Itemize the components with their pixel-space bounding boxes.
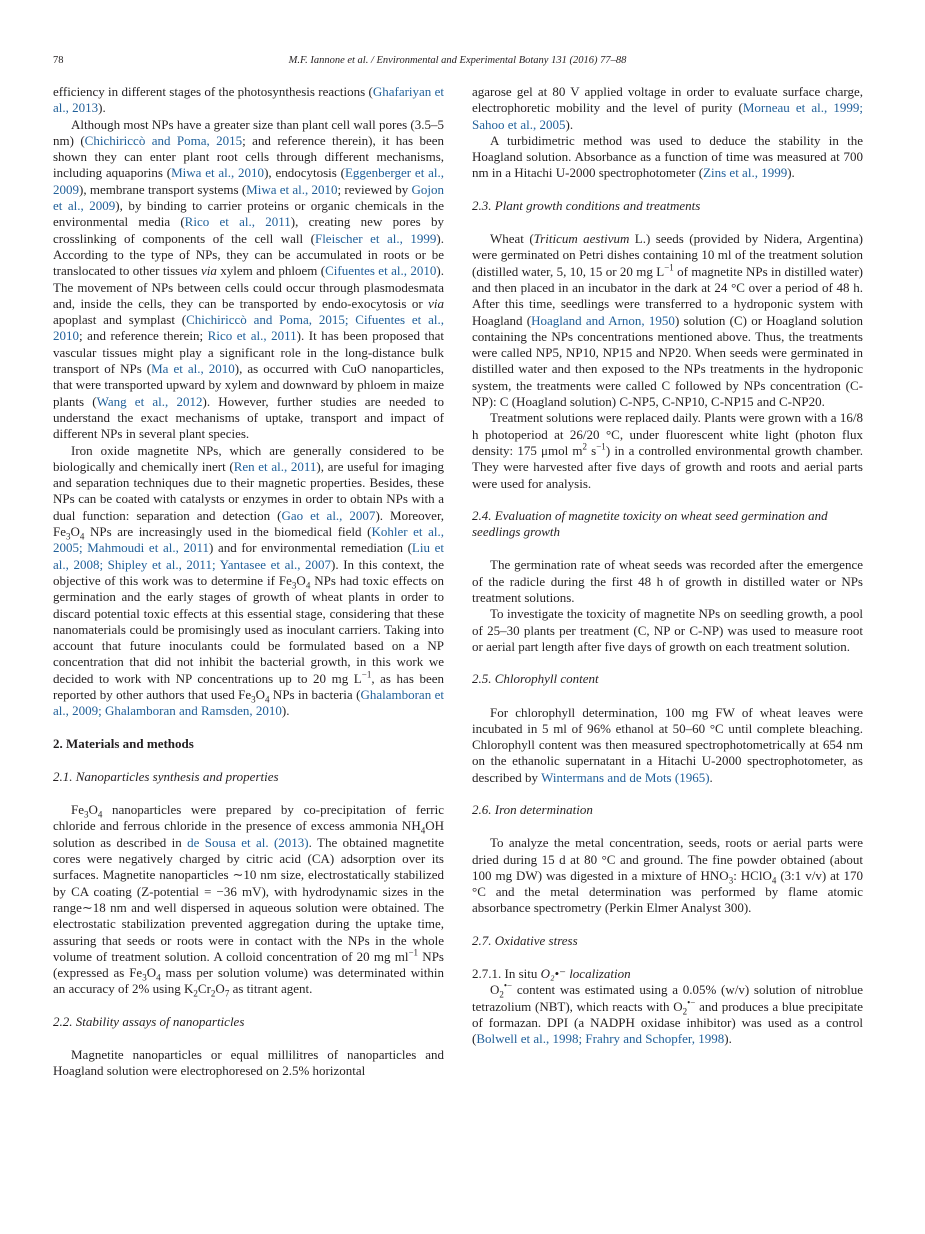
text-run: Magnetite nanoparticles or equal millilitres of nanoparticles and Hoagland solution were electrophoresed on 2.5% horizontal bbox=[53, 1047, 444, 1079]
paragraph bbox=[472, 705, 863, 786]
text-run: ), creating new pores by crosslinking of components of the cell wall ( bbox=[53, 214, 444, 246]
running-header bbox=[53, 55, 862, 71]
subsection-heading: 2.1. Nanoparticles synthesis and properties bbox=[53, 768, 279, 784]
subsection-heading: 2.4. Evaluation of magnetite toxicity on wheat seed germination and seedlings growth bbox=[472, 507, 828, 540]
citation-link[interactable]: Zins et al., 1999 bbox=[703, 165, 788, 181]
citation-link[interactable]: Morneau et al., 1999; Sahoo et al., 2005 bbox=[472, 100, 863, 132]
subsubsection-heading bbox=[472, 966, 863, 982]
text-run: 2 bbox=[682, 1006, 688, 1017]
text-run: . The obtained magnetite cores were negatively charged by citric acid (CA) adsorption over its surfaces. Magnetite nanoparticles ∼10 nm size, electrostatically stabilized by CA coating (Z-potential = −36 mV), with hydrodynamic sizes in the range∼18 nm and well dispersed in aqueous solution were obtained. The electrostatic stabilization prevented aggregation during the uptake time, assuring that seeds or roots were in contact with the NPs in the whole volume of treatment solution. A colloid concentration of 20 mg ml bbox=[53, 834, 444, 964]
text-run: agarose gel at 80 V applied voltage in order to evaluate surface charge, electrophoretic mobility and the level of purity ( bbox=[472, 84, 863, 116]
subsection-heading: 2.3. Plant growth conditions and treatments bbox=[472, 197, 701, 213]
text-run: nanoparticles were prepared by co-precipitation of ferric chloride and ferrous chloride in the presence of excess ammonia NH bbox=[53, 802, 444, 834]
text-run: ; reviewed by bbox=[337, 181, 412, 197]
citation-link[interactable]: Hoagland and Arnon, 1950 bbox=[531, 312, 675, 328]
paragraph bbox=[472, 606, 863, 655]
text-run: ). The movement of NPs between cells could occur through plasmodesmata and, inside the cells, they can be transported by endo-exocytosis or bbox=[53, 263, 444, 311]
right-column bbox=[472, 84, 863, 1048]
text-run: : HClO bbox=[733, 867, 772, 883]
paragraph bbox=[53, 117, 444, 443]
text-run: O bbox=[70, 524, 80, 540]
text-run: −1 bbox=[664, 262, 674, 273]
text-run: Treatment solutions were replaced daily. Plants were grown with a 16/8 h photoperiod at 26/20 °C, under fluorescent white light (photon flux density: 175 μmol m bbox=[472, 410, 863, 458]
text-run: L.) seeds (provided by Nidera, Argentina) were germinated on Petri dishes containing 10 ml of the treatment solution (distilled water, 5, 10, 15 or 20 mg L bbox=[472, 231, 863, 279]
citation-link[interactable]: Miwa et al., 2010 bbox=[171, 165, 265, 181]
text-run: ). It has been proposed that vascular tissues might play a significant role in the long-distance bulk transport of NPs ( bbox=[53, 328, 444, 377]
text-run: Cr bbox=[197, 981, 211, 997]
text-run: via bbox=[428, 295, 444, 311]
text-run: For chlorophyll determination, 100 mg FW of wheat leaves were incubated in 5 ml of 96% ethanol at 50–60 °C until complete bleaching. Chlorophyll content was then measured spectrophotometrically at 654 nm on the ethanolic supernatant in a Hitachi U-2000 spectrophotometer, as described by bbox=[472, 704, 863, 785]
citation-link[interactable]: Bolwell et al., 1998; Frahry and Schopfer, 1998 bbox=[476, 1031, 725, 1047]
text-run: ). bbox=[787, 165, 795, 181]
citation-link[interactable]: Fleischer et al., 1999 bbox=[314, 230, 437, 246]
citation-link[interactable]: Wintermans and de Mots (1965) bbox=[541, 769, 710, 785]
page-number: 78 bbox=[53, 55, 64, 66]
text-run: O bbox=[88, 802, 98, 818]
text-run: 4 bbox=[265, 694, 270, 705]
text-run: ), as occurred with CuO nanoparticles, that were transported upward by xylem and downward by phloem in maize plants ( bbox=[53, 361, 445, 409]
left-column bbox=[53, 84, 444, 1080]
citation-link[interactable]: Ghafariyan et al., 2013 bbox=[53, 84, 444, 116]
text-run: s bbox=[587, 442, 597, 458]
text-run: Triticum aestivum bbox=[533, 231, 630, 247]
paragraph bbox=[472, 557, 863, 606]
text-run: 2 bbox=[193, 989, 198, 1000]
text-run: 3 bbox=[728, 875, 734, 886]
text-run: Iron oxide magnetite NPs, which are generally considered to be biologically and chemically inert ( bbox=[53, 442, 444, 474]
text-run: ) solution (C) or Hoagland solution containing the NPs concentrations mentioned above. Thus, the treatments were called NP5, NP10, NP15 and NP20. When seeds were germinated in distilled water and then exposed to the NPs treatments in the hydroponic system, the treatments were called C followed by NPs concentration (C-NP): C (Hoagland solution) C-NP5, C-NP10, C-NP15 and C-NP20. bbox=[472, 312, 863, 410]
text-run: 4 bbox=[305, 580, 311, 591]
paragraph bbox=[472, 835, 863, 916]
text-run: ). bbox=[98, 100, 106, 116]
text-run: 4 bbox=[420, 826, 426, 837]
text-run: content was estimated using a 0.05% (w/v) solution of nitroblue tetrazolium (NBT), which reacts with O bbox=[472, 982, 863, 1014]
text-run: 3 bbox=[251, 694, 256, 705]
text-run: ; and reference therein), it has been shown they can enter plant root cells through different mechanisms, including aquaporins ( bbox=[53, 132, 444, 181]
text-run: ), endocytosis ( bbox=[264, 165, 345, 181]
text-run: efficiency in different stages of the photosynthesis reactions ( bbox=[53, 84, 373, 99]
text-run: ), are useful for imaging and separation techniques due to their magnetic properties. Besides, these NPs can be coated with catalysts or enzymes in order to obtain NPs with a dual function: separation and detection ( bbox=[53, 458, 444, 523]
paragraph bbox=[472, 982, 863, 1047]
text-run: To investigate the toxicity of magnetite NPs on seedling growth, a pool of 25–30 plants per treatment (C, NP or C-NP) was used to measure root or aerial part length after five days of growth on each treatment solution. bbox=[472, 606, 863, 654]
text-run: via bbox=[200, 263, 217, 279]
text-run: 3 bbox=[66, 531, 71, 542]
paragraph bbox=[53, 1047, 444, 1080]
subsubsection-number: 2.7.1. In situ bbox=[472, 966, 541, 982]
text-run: Fe bbox=[71, 802, 84, 818]
citation-link[interactable]: Ghalamboran et al., 2009; Ghalamboran and Ramsden, 2010 bbox=[53, 686, 444, 719]
citation-link[interactable]: Chichiriccò and Poma, 2015 bbox=[84, 132, 243, 148]
text-run: 4 bbox=[97, 809, 103, 820]
text-run: −1 bbox=[361, 669, 372, 680]
citation-link[interactable]: Ma et al., 2010 bbox=[151, 361, 235, 377]
text-run: The germination rate of wheat seeds was recorded after the emergence of the radicle during the first 48 h of growth in distilled water or NPs treatment solutions. bbox=[472, 557, 863, 606]
text-run: ), membrane transport systems ( bbox=[79, 181, 247, 197]
text-run: Although most NPs have a greater size than plant cell wall pores (3.5–5 nm) ( bbox=[53, 116, 444, 148]
text-run: NPs had toxic effects on germination and the early stages of growth of wheat plants in order to discard potential toxic effects at this essential stage, considering that these nanomaterials could be promisingly used as inoculant carriers. Taking into account that future inoculants could be formulated based on a NP concentration that did not inhibit the bacterial growth, in this work we decided to work with NP concentrations up to 20 mg L bbox=[53, 572, 444, 686]
text-run: 3 bbox=[291, 580, 297, 591]
citation-link[interactable]: Rico et al., 2011 bbox=[184, 214, 291, 230]
subsubsection-title: O₂•⁻ localization bbox=[540, 966, 631, 982]
text-run: O bbox=[255, 686, 266, 702]
citation-link[interactable]: Eggenberger et al., 2009 bbox=[53, 165, 444, 197]
citation-link[interactable]: Miwa et al., 2010 bbox=[246, 181, 338, 197]
paragraph bbox=[472, 84, 863, 133]
subsection-heading: 2.5. Chlorophyll content bbox=[472, 671, 599, 687]
citation-link[interactable]: Chichiriccò and Poma, 2015; Cifuentes et al., 2010 bbox=[53, 312, 444, 344]
paragraph bbox=[53, 84, 444, 117]
paragraph bbox=[53, 443, 444, 720]
text-run: xylem and phloem ( bbox=[216, 263, 326, 279]
text-run: 7 bbox=[224, 989, 230, 1000]
citation-link[interactable]: de Sousa et al. (2013) bbox=[187, 834, 309, 850]
text-run: (3:1 v/v) at 170 °C and the metal determination was performed by flame atomic absorbance spectrometry (Perkin Elmer Analyst 300). bbox=[472, 867, 864, 916]
text-run: Wheat ( bbox=[490, 231, 534, 247]
text-run: •− bbox=[503, 981, 513, 992]
text-run: ). According to the type of NPs, they can be accumulated in roots or be translocated to other tissues bbox=[53, 230, 445, 279]
text-run: ) in a controlled environmental growth chamber. They were harvested after five days of growth and roots and aerial parts were used for analysis. bbox=[472, 442, 863, 491]
paragraph bbox=[472, 133, 863, 182]
subsection-heading: 2.6. Iron determination bbox=[472, 801, 593, 817]
text-run: ). Moreover, Fe bbox=[53, 507, 445, 540]
text-run: 4 bbox=[79, 531, 85, 542]
text-run: 2 bbox=[210, 989, 216, 1000]
text-run: of magnetite NPs in distilled water) and then placed in an incubator in the dark at 24 °C over a period of 48 h. After this time, seedlings were transferred to a hydroponic system with Hoagland ( bbox=[472, 263, 863, 328]
text-run: ) and for environmental remediation ( bbox=[208, 540, 412, 556]
text-run: ). However, further studies are needed to understand the exact mechanisms of uptake, transport and impact of different NPs in several plant species. bbox=[53, 393, 444, 442]
text-run: To analyze the metal concentration, seeds, roots or aerial parts were dried during 15 d at 80 °C and ground. The fine powder obtained (about 100 mg DW) was digested in a mixture of HNO bbox=[472, 835, 863, 883]
subsection-heading: 2.7. Oxidative stress bbox=[472, 932, 578, 948]
text-run: −1 bbox=[408, 947, 419, 958]
citation-link[interactable]: Gojon et al., 2009 bbox=[53, 181, 445, 214]
text-run: −1 bbox=[596, 441, 606, 452]
text-run: ). bbox=[281, 703, 290, 719]
text-run: O bbox=[215, 981, 225, 997]
text-run: 2 bbox=[582, 441, 587, 452]
text-run: and produces a blue precipitate of formazan. DPI (a NADPH oxidase inhibitor) was used as a control ( bbox=[472, 998, 863, 1047]
text-run: 4 bbox=[771, 875, 777, 886]
citation-link[interactable]: Rico et al., 2011 bbox=[207, 328, 297, 344]
text-run: 2 bbox=[499, 989, 504, 1000]
text-run: 4 bbox=[156, 972, 161, 983]
text-run: O bbox=[146, 965, 157, 981]
text-run: O bbox=[490, 982, 500, 998]
text-run: , as has been reported by other authors that used Fe bbox=[53, 670, 445, 702]
text-run: A turbidimetric method was used to deduce the stability in the Hoagland solution. Absorbance as a function of time was measured at 700 nm in a Hitachi U-2000 spectrophotometer ( bbox=[472, 132, 863, 181]
citation-link[interactable]: Ren et al., 2011 bbox=[233, 458, 317, 474]
citation-link[interactable]: Cifuentes et al., 2010 bbox=[325, 263, 437, 279]
text-run: 3 bbox=[142, 972, 147, 983]
text-run: apoplast and symplast ( bbox=[53, 312, 187, 328]
text-run: ). In this context, the objective of this work was to determine if Fe bbox=[53, 556, 444, 588]
citation-link[interactable]: Liu et al., 2008; Shipley et al., 2011; Yantasee et al., 2007 bbox=[53, 540, 444, 572]
text-run: . bbox=[709, 769, 713, 785]
paragraph bbox=[472, 410, 863, 491]
text-run: ), by binding to carrier proteins or organic chemicals in the environmental media ( bbox=[53, 198, 445, 230]
text-run: mass per solution volume) was determinated within an accuracy of 2% using K bbox=[53, 965, 444, 997]
citation-link[interactable]: Gao et al., 2007 bbox=[281, 507, 376, 523]
text-run: OH solution as described in bbox=[53, 818, 444, 850]
text-run: 3 bbox=[84, 809, 89, 820]
text-run: ). bbox=[724, 1031, 732, 1047]
subsection-heading: 2.2. Stability assays of nanoparticles bbox=[53, 1013, 245, 1029]
text-run: NPs in bacteria ( bbox=[269, 686, 361, 702]
section-heading: 2. Materials and methods bbox=[53, 735, 194, 751]
running-head: M.F. Iannone et al. / Environmental and Experimental Botany 131 (2016) 77–88 bbox=[288, 55, 627, 66]
text-run: ). bbox=[565, 116, 574, 132]
text-run: ; and reference therein; bbox=[79, 328, 208, 344]
text-run: as titrant agent. bbox=[229, 981, 313, 997]
paragraph bbox=[472, 231, 863, 410]
text-run: NPs are increasingly used in the biomedical field ( bbox=[84, 524, 372, 540]
citation-link[interactable]: Wang et al., 2012 bbox=[96, 393, 203, 409]
text-run: •− bbox=[687, 997, 696, 1008]
text-run: O bbox=[296, 572, 306, 588]
paragraph bbox=[53, 802, 444, 998]
text-run: NPs (expressed as Fe bbox=[53, 948, 444, 981]
citation-link[interactable]: Kohler et al., 2005; Mahmoudi et al., 2011 bbox=[53, 524, 444, 556]
